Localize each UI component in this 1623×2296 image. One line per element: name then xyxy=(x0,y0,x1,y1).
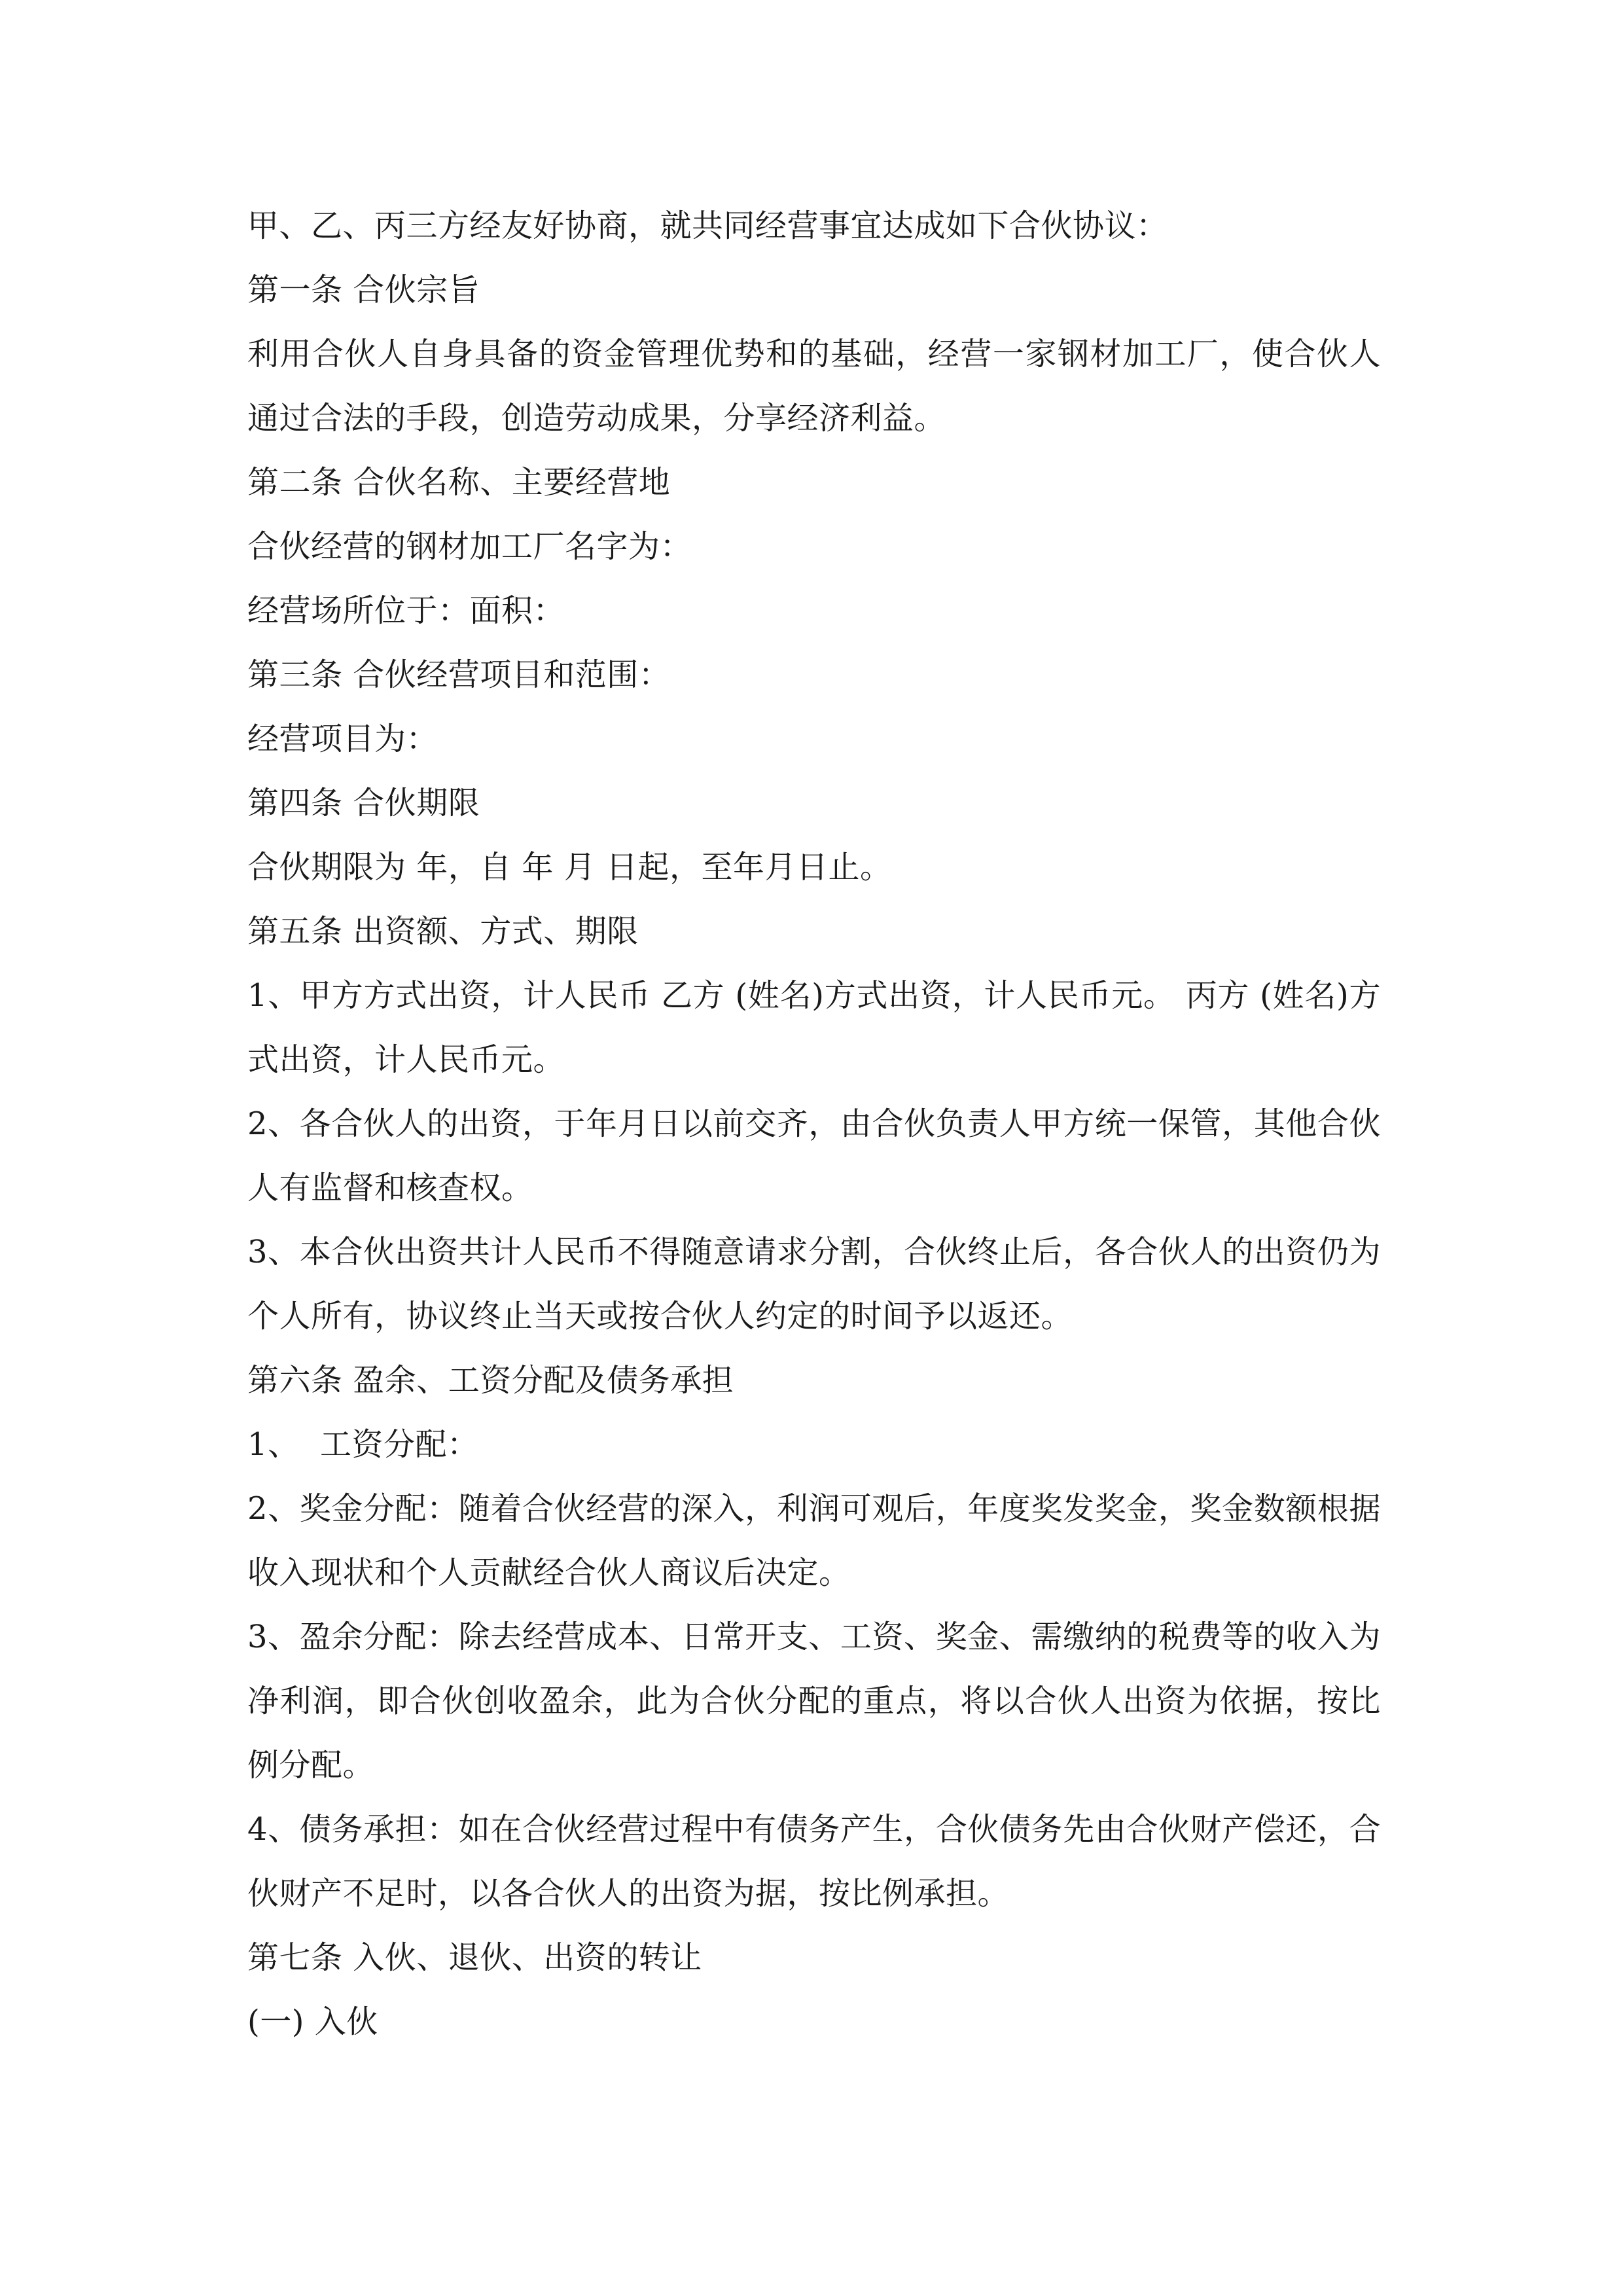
article-1-text: 利用合伙人自身具备的资金管理优势和的基础，经营一家钢材加工厂，使合伙人通过合法的手段，创造劳动成果，分享经济利益。 xyxy=(247,336,1381,437)
article-6-clause-1: 1、 工资分配： xyxy=(247,1426,479,1463)
document-body xyxy=(247,194,1381,2054)
article-6-heading: 第六条 盈余、工资分配及债务承担 xyxy=(247,1362,734,1399)
article-6-clause-4: 4、债务承担：如在合伙经营过程中有债务产生，合伙债务先由合伙财产偿还，合伙财产不足时，以各合伙人的出资为据，按比例承担。 xyxy=(247,1811,1381,1912)
article-3-heading: 第三条 合伙经营项目和范围： xyxy=(247,656,671,693)
article-5-heading: 第五条 出资额、方式、期限 xyxy=(247,913,639,950)
article-4-heading: 第四条 合伙期限 xyxy=(247,785,480,821)
business-items-line: 经营项目为： xyxy=(247,721,438,757)
article-5-clause-1: 1、甲方方式出资，计人民币 乙方 (姓名)方式出资，计人民币元。 丙方 (姓名)方式出资，计人民币元。 xyxy=(247,977,1381,1078)
intro-paragraph: 甲、乙、丙三方经友好协商，就共同经营事宜达成如下合伙协议： xyxy=(247,207,1168,244)
term-line: 合伙期限为 年，自 年 月 日起，至年月日止。 xyxy=(247,849,892,886)
article-5-clause-3: 3、本合伙出资共计人民币不得随意请求分割，合伙终止后，各合伙人的出资仍为个人所有，协议终止当天或按合伙人约定的时间予以返还。 xyxy=(247,1234,1381,1335)
article-1-heading: 第一条 合伙宗旨 xyxy=(247,272,480,308)
article-5-clause-2: 2、各合伙人的出资，于年月日以前交齐，由合伙负责人甲方统一保管，其他合伙人有监督和核查权。 xyxy=(247,1105,1381,1206)
article-7-heading: 第七条 入伙、退伙、出资的转让 xyxy=(247,1939,702,1976)
article-2-heading: 第二条 合伙名称、主要经营地 xyxy=(247,464,671,501)
article-7-subsection-1: (一) 入伙 xyxy=(247,2003,378,2040)
factory-name-line: 合伙经营的钢材加工厂名字为： xyxy=(247,528,692,565)
article-6-clause-2: 2、奖金分配：随着合伙经营的深入，利润可观后，年度奖发奖金，奖金数额根据收入现状和个人贡献经合伙人商议后决定。 xyxy=(247,1490,1381,1591)
location-line: 经营场所位于：面积： xyxy=(247,592,565,629)
article-6-clause-3: 3、盈余分配：除去经营成本、日常开支、工资、奖金、需缴纳的税费等的收入为净利润，即合伙创收盈余，此为合伙分配的重点，将以合伙人出资为依据，按比例分配。 xyxy=(247,1619,1381,1784)
